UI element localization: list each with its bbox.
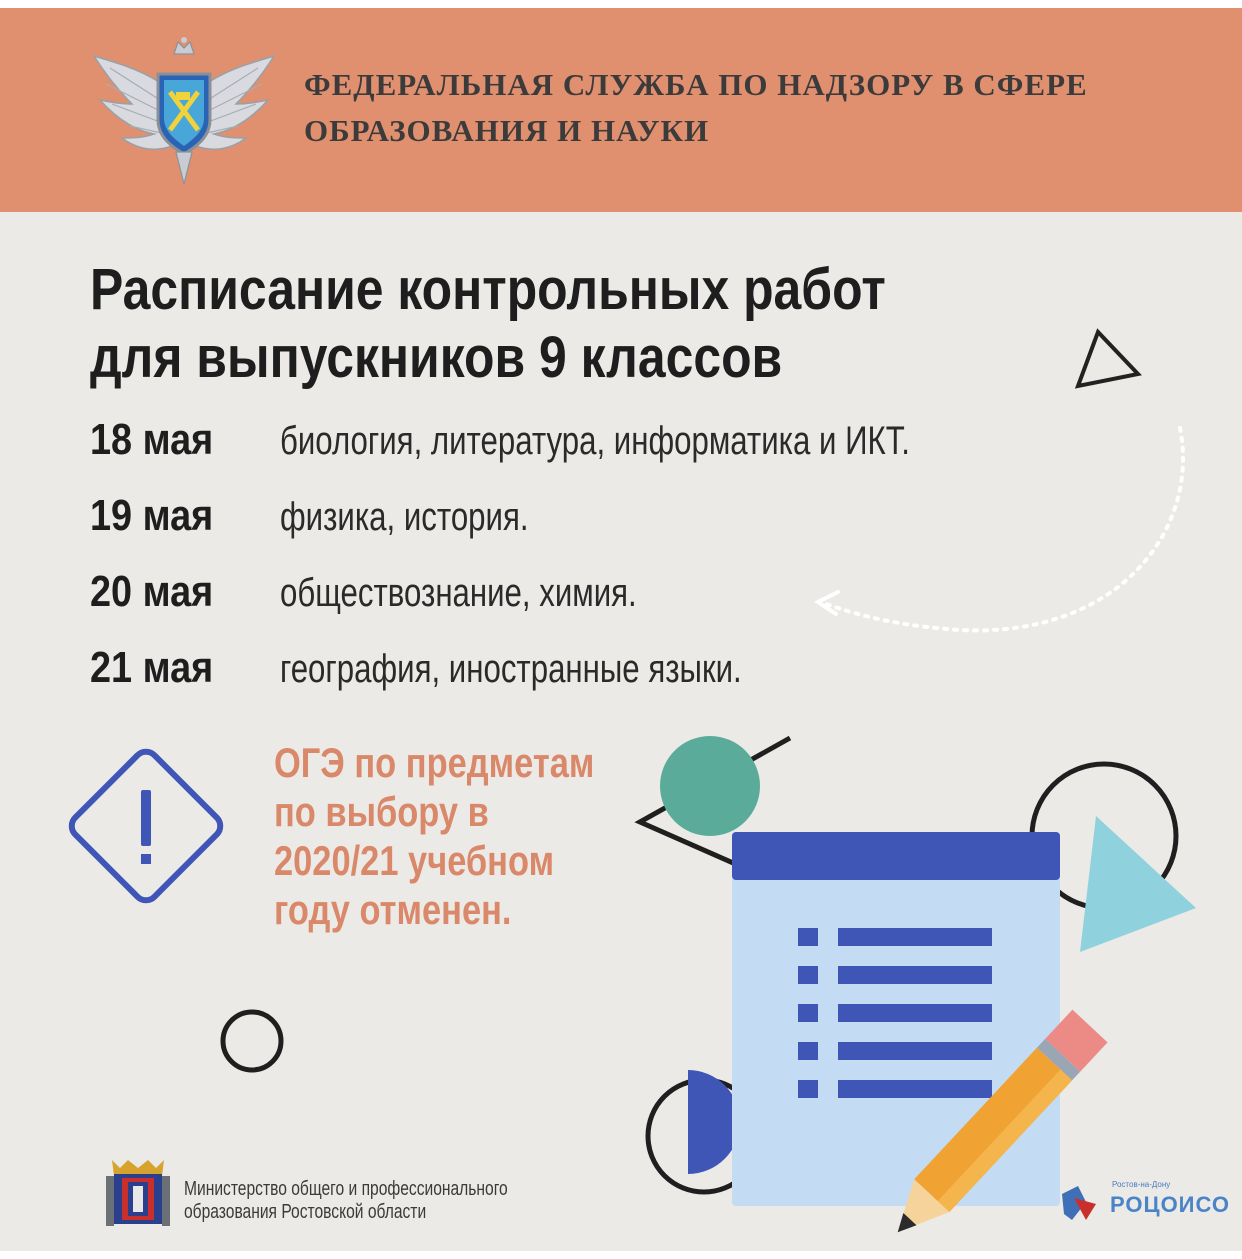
infographic-poster [0, 8, 1242, 1251]
page-title [90, 256, 886, 392]
schedule-subjects: биология, литература, информатика и ИКТ. [280, 419, 910, 463]
notice-line-4: году отменен. [274, 886, 512, 933]
header-organization-line-2: ОБРАЗОВАНИЯ И НАУКИ [304, 113, 710, 148]
schedule-subjects: физика, история. [280, 495, 529, 539]
schedule-date: 20 мая [90, 567, 214, 616]
rostov-region-coat-of-arms-icon [102, 1154, 174, 1230]
schedule-row [90, 562, 1090, 638]
outline-triangle-small [1078, 332, 1138, 386]
schedule-date: 18 мая [90, 415, 214, 464]
notice-line-2: по выбору в [274, 788, 489, 835]
schedule-row [90, 410, 1090, 486]
schedule-date: 19 мая [90, 491, 214, 540]
notice-line-3: 2020/21 учебном [274, 837, 555, 884]
partner-name: РОЦОИСО [1110, 1192, 1230, 1217]
schedule-row [90, 486, 1090, 562]
ministry-line-2: образования Ростовской области [184, 1201, 427, 1223]
schedule-subjects: география, иностранные языки. [280, 647, 742, 691]
notice-line-1: ОГЭ по предметам [274, 739, 595, 786]
ministry-line-1: Министерство общего и профессионального [184, 1178, 508, 1200]
exam-schedule-list [90, 410, 1090, 714]
partner-caption: Ростов-на-Дону [1112, 1180, 1171, 1189]
warning-diamond-icon [54, 734, 238, 918]
page-title-line-1: Расписание контрольных работ [90, 257, 886, 322]
ministry-name [184, 1178, 590, 1224]
header-organization-line-1: ФЕДЕРАЛЬНАЯ СЛУЖБА ПО НАДЗОРУ В СФЕРЕ [304, 67, 1088, 102]
schedule-date: 21 мая [90, 643, 214, 692]
schedule-subjects: обществознание, химия. [280, 571, 637, 615]
cancellation-notice [274, 738, 651, 934]
page-title-line-2: для выпускников 9 классов [90, 325, 783, 390]
schedule-row [90, 638, 1090, 714]
light-blue-triangle [1080, 816, 1196, 952]
teal-circle [660, 736, 760, 836]
checklist-with-pencil-icon [732, 832, 1108, 1249]
outline-circle-small [223, 1012, 281, 1070]
